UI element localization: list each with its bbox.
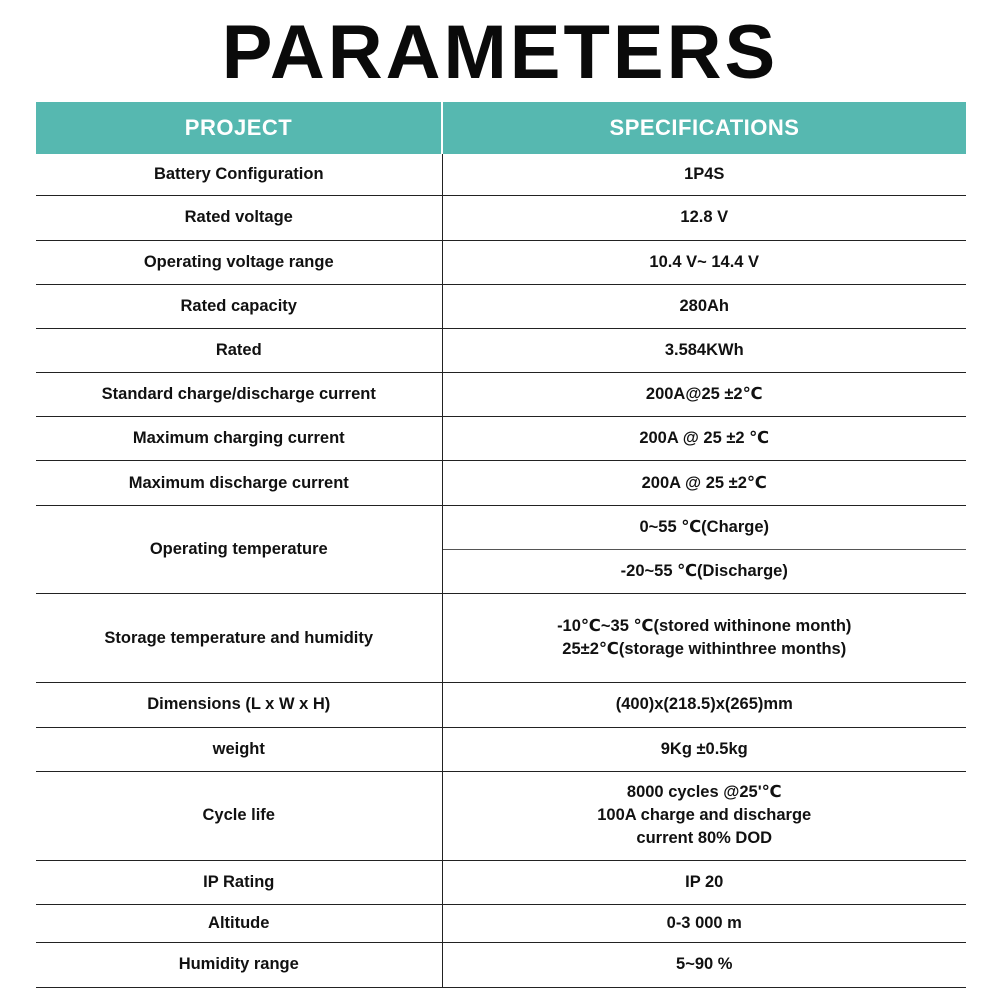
table-row bbox=[36, 372, 966, 416]
spec-cell: 280Ah bbox=[442, 284, 966, 328]
spec-cell: 200A@25 ±2℃ bbox=[442, 372, 966, 416]
project-cell: Dimensions (L x W x H) bbox=[36, 683, 442, 727]
project-cell: Standard charge/discharge current bbox=[36, 372, 442, 416]
table-row bbox=[36, 154, 966, 195]
parameters-table bbox=[36, 102, 966, 988]
spec-cell: -20~55 ℃(Discharge) bbox=[442, 550, 966, 594]
project-cell: Altitude bbox=[36, 904, 442, 942]
table-row bbox=[36, 240, 966, 284]
spec-line: 25±2℃(storage withinthree months) bbox=[562, 640, 847, 659]
table-row bbox=[36, 195, 966, 240]
spec-line: 8000 cycles @25'℃ bbox=[626, 783, 782, 802]
project-cell: IP Rating bbox=[36, 860, 442, 904]
table-row bbox=[36, 461, 966, 506]
spec-cell: 3.584KWh bbox=[442, 328, 966, 372]
spec-cell: 10.4 V~ 14.4 V bbox=[442, 240, 966, 284]
table-row bbox=[36, 727, 966, 771]
project-cell: Operating voltage range bbox=[36, 240, 442, 284]
spec-cell: IP 20 bbox=[442, 860, 966, 904]
project-cell: Rated voltage bbox=[36, 195, 442, 240]
spec-line: 100A charge and discharge bbox=[597, 806, 812, 825]
table-row bbox=[36, 284, 966, 328]
table-row bbox=[36, 683, 966, 727]
project-cell: Operating temperature bbox=[36, 506, 442, 594]
spec-cell: 0-3 000 m bbox=[442, 904, 966, 942]
spec-cell: (400)x(218.5)x(265)mm bbox=[442, 683, 966, 727]
project-cell: Humidity range bbox=[36, 942, 442, 987]
header-project: PROJECT bbox=[36, 102, 442, 154]
table-row bbox=[36, 328, 966, 372]
spec-cell: 12.8 V bbox=[442, 195, 966, 240]
table-row bbox=[36, 416, 966, 460]
page-title: PARAMETERS bbox=[221, 10, 779, 95]
table-row bbox=[36, 904, 966, 942]
spec-cell: 200A @ 25 ±2 ℃ bbox=[442, 416, 966, 460]
project-cell: Maximum charging current bbox=[36, 416, 442, 460]
project-cell: Rated capacity bbox=[36, 284, 442, 328]
spec-cell: 5~90 % bbox=[442, 942, 966, 987]
table-row bbox=[36, 771, 966, 860]
project-cell: Storage temperature and humidity bbox=[36, 594, 442, 683]
project-cell: Cycle life bbox=[36, 771, 442, 860]
project-cell: Rated bbox=[36, 328, 442, 372]
spec-cell: 9Kg ±0.5kg bbox=[442, 727, 966, 771]
spec-cell: 1P4S bbox=[442, 154, 966, 195]
spec-line: -10℃~35 ℃(stored withinone month) bbox=[557, 617, 852, 636]
project-cell: Battery Configuration bbox=[36, 154, 442, 195]
spec-cell bbox=[442, 771, 966, 860]
project-cell: weight bbox=[36, 727, 442, 771]
spec-cell: 0~55 ℃(Charge) bbox=[442, 506, 966, 550]
table-row bbox=[36, 860, 966, 904]
table-row bbox=[36, 942, 966, 987]
header-specifications: SPECIFICATIONS bbox=[442, 102, 966, 154]
spec-cell: 200A @ 25 ±2℃ bbox=[442, 461, 966, 506]
table-row bbox=[36, 594, 966, 683]
spec-line: current 80% DOD bbox=[636, 829, 773, 848]
table-row bbox=[36, 506, 966, 550]
table-header-row bbox=[36, 102, 966, 154]
spec-cell bbox=[442, 594, 966, 683]
project-cell: Maximum discharge current bbox=[36, 461, 442, 506]
